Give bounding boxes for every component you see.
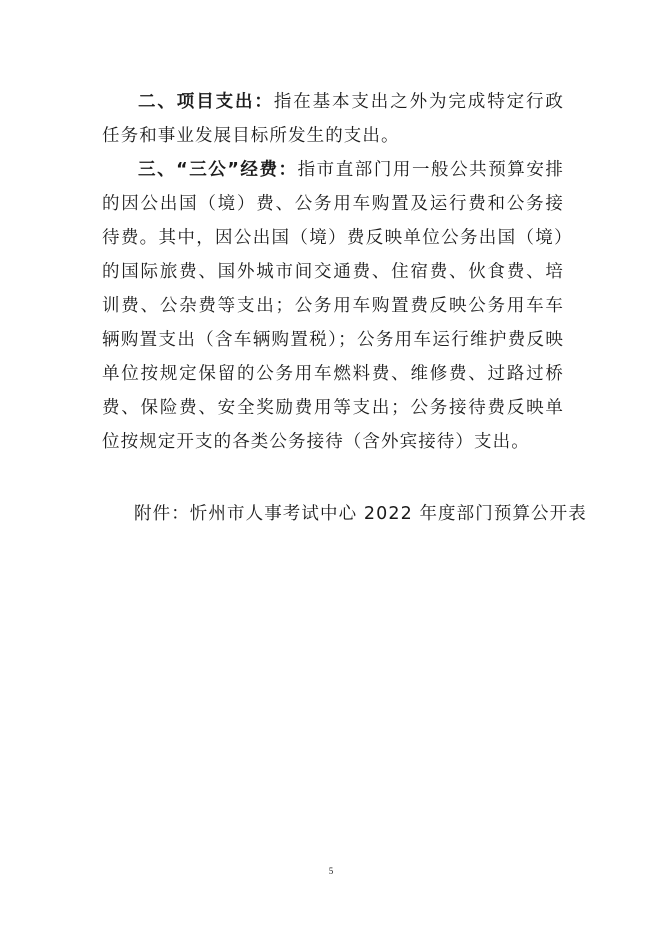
attachment-line: 附件：忻州市人事考试中心 2022 年度部门预算公开表	[134, 504, 587, 524]
paragraph-body: 指在基本支出之外为完成特定行政任务和事业发展目标所发生的支出。	[102, 92, 565, 146]
paragraph-heading: 二、项目支出：	[138, 92, 274, 112]
paragraph-body: 指市直部门用一般公共预算安排的因公出国（境）费、公务用车购置及运行费和公务接待费。其中，因公出国（境）费反映单位公务出国（境）的国际旅费、国外城市间交通费、住宿费、伙食费、培训费、公杂费等支出；公务用车购置费反映公务用车车辆购置支出（含车辆购置税）；公务用车运行维护费反映单位按规定保留的公务用车燃料费、维修费、过路过桥费、保险费、安全奖励费用等支出；公务接待费反映单位按规定开支的各类公务接待（含外宾接待）支出。	[102, 160, 564, 452]
paragraph-three-public-expenses	[102, 153, 564, 459]
paragraph-project-expenditure	[102, 85, 564, 153]
page-number: 5	[328, 866, 334, 876]
paragraph-heading: 三、“三公”经费：	[138, 160, 298, 180]
